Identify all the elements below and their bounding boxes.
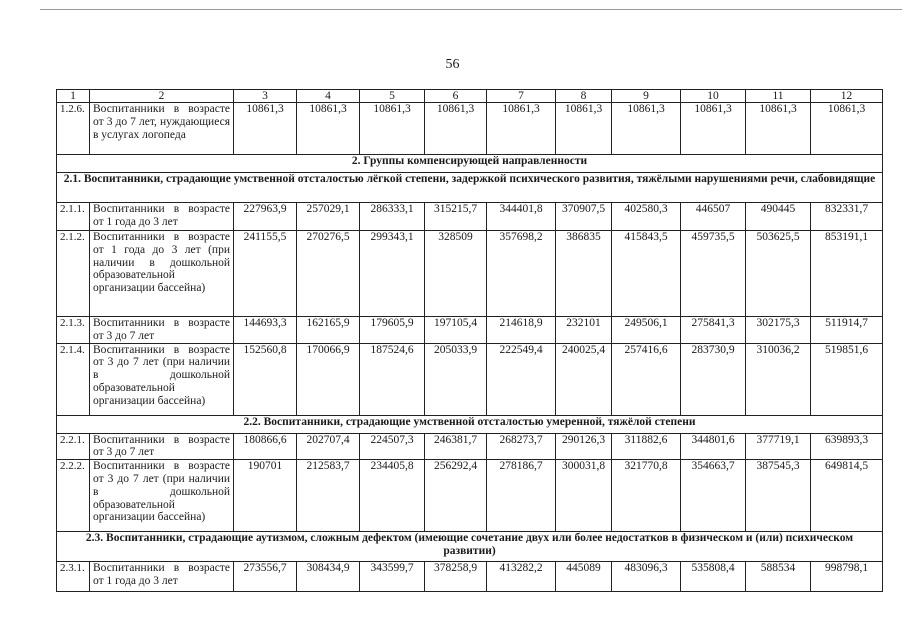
tariff-table [56, 89, 883, 592]
value-cell: 249506,1 [612, 317, 681, 344]
table-row [57, 460, 883, 532]
section-row [57, 415, 883, 433]
column-number-row [57, 90, 883, 103]
value-cell: 343599,7 [360, 562, 425, 592]
table-row [57, 203, 883, 231]
value-cell: 234405,8 [360, 460, 425, 532]
row-description: Воспитанники в возрасте от 3 до 7 лет [90, 317, 234, 344]
row-description: Воспитанники в возрасте от 1 года до 3 лет (при наличии в дошкольной образовательной организации бассейна) [90, 231, 234, 317]
value-cell: 354663,7 [681, 460, 746, 532]
column-number: 7 [487, 90, 556, 103]
value-cell: 268273,7 [487, 433, 556, 460]
value-cell: 519851,6 [811, 343, 883, 415]
value-cell: 283730,9 [681, 343, 746, 415]
row-code: 2.3.1. [57, 562, 90, 592]
value-cell: 241155,5 [234, 231, 297, 317]
column-number: 10 [681, 90, 746, 103]
value-cell: 311882,6 [612, 433, 681, 460]
value-cell: 344801,6 [681, 433, 746, 460]
section-row [57, 173, 883, 203]
value-cell: 315215,7 [425, 203, 487, 231]
value-cell: 10861,3 [746, 103, 811, 155]
value-cell: 402580,3 [612, 203, 681, 231]
value-cell: 10861,3 [297, 103, 360, 155]
value-cell: 270276,5 [297, 231, 360, 317]
value-cell: 998798,1 [811, 562, 883, 592]
value-cell: 299343,1 [360, 231, 425, 317]
value-cell: 224507,3 [360, 433, 425, 460]
row-code: 2.1.3. [57, 317, 90, 344]
value-cell: 446507 [681, 203, 746, 231]
value-cell: 257416,6 [612, 343, 681, 415]
row-code: 2.1.4. [57, 343, 90, 415]
value-cell: 275841,3 [681, 317, 746, 344]
value-cell: 10861,3 [681, 103, 746, 155]
row-description: Воспитанники в возрасте от 1 года до 3 лет [90, 203, 234, 231]
value-cell: 202707,4 [297, 433, 360, 460]
value-cell: 535808,4 [681, 562, 746, 592]
value-cell: 10861,3 [811, 103, 883, 155]
row-description: Воспитанники в возрасте от 3 до 7 лет [90, 433, 234, 460]
table-row [57, 562, 883, 592]
value-cell: 503625,5 [746, 231, 811, 317]
value-cell: 179605,9 [360, 317, 425, 344]
column-number: 4 [297, 90, 360, 103]
section-row [57, 532, 883, 562]
value-cell: 187524,6 [360, 343, 425, 415]
section-row [57, 155, 883, 173]
value-cell: 588534 [746, 562, 811, 592]
column-number: 8 [556, 90, 612, 103]
section-heading: 2.2. Воспитанники, страдающие умственной отсталостью умеренной, тяжёлой степени [57, 415, 883, 433]
value-cell: 832331,7 [811, 203, 883, 231]
value-cell: 413282,2 [487, 562, 556, 592]
value-cell: 357698,2 [487, 231, 556, 317]
value-cell: 10861,3 [360, 103, 425, 155]
value-cell: 639893,3 [811, 433, 883, 460]
value-cell: 415843,5 [612, 231, 681, 317]
value-cell: 286333,1 [360, 203, 425, 231]
value-cell: 370907,5 [556, 203, 612, 231]
value-cell: 10861,3 [425, 103, 487, 155]
row-description: Воспитанники в возрасте от 1 года до 3 лет [90, 562, 234, 592]
row-code: 2.2.2. [57, 460, 90, 532]
row-code: 2.1.1. [57, 203, 90, 231]
value-cell: 170066,9 [297, 343, 360, 415]
value-cell: 344401,8 [487, 203, 556, 231]
section-heading: 2.1. Воспитанники, страдающие умственной отсталостью лёгкой степени, задержкой психического развития, тяжёлыми нарушениями речи, слабовидящие [57, 173, 883, 203]
value-cell: 190701 [234, 460, 297, 532]
value-cell: 212583,7 [297, 460, 360, 532]
value-cell: 257029,1 [297, 203, 360, 231]
value-cell: 308434,9 [297, 562, 360, 592]
value-cell: 240025,4 [556, 343, 612, 415]
table-row [57, 231, 883, 317]
row-code: 1.2.6. [57, 103, 90, 155]
value-cell: 197105,4 [425, 317, 487, 344]
value-cell: 256292,4 [425, 460, 487, 532]
row-code: 2.2.1. [57, 433, 90, 460]
value-cell: 328509 [425, 231, 487, 317]
top-rule [40, 9, 902, 10]
row-code: 2.1.2. [57, 231, 90, 317]
value-cell: 300031,8 [556, 460, 612, 532]
column-number: 12 [811, 90, 883, 103]
section-heading: 2. Группы компенсирующей направленности [57, 155, 883, 173]
table-row [57, 317, 883, 344]
row-description: Воспитанники в возрасте от 3 до 7 лет (при наличии в дошкольной образовательной организации бассейна) [90, 460, 234, 532]
value-cell: 511914,7 [811, 317, 883, 344]
value-cell: 273556,7 [234, 562, 297, 592]
value-cell: 649814,5 [811, 460, 883, 532]
column-number: 3 [234, 90, 297, 103]
column-number: 11 [746, 90, 811, 103]
section-heading: 2.3. Воспитанники, страдающие аутизмом, сложным дефектом (имеющие сочетание двух или более недостатков в физическом и (или) психическом развитии) [57, 532, 883, 562]
value-cell: 853191,1 [811, 231, 883, 317]
value-cell: 232101 [556, 317, 612, 344]
value-cell: 227963,9 [234, 203, 297, 231]
table-row [57, 343, 883, 415]
value-cell: 490445 [746, 203, 811, 231]
value-cell: 378258,9 [425, 562, 487, 592]
row-description: Воспитанники в возрасте от 3 до 7 лет (при наличии в дошкольной образовательной организации бассейна) [90, 343, 234, 415]
value-cell: 10861,3 [612, 103, 681, 155]
value-cell: 459735,5 [681, 231, 746, 317]
value-cell: 310036,2 [746, 343, 811, 415]
value-cell: 445089 [556, 562, 612, 592]
column-number: 5 [360, 90, 425, 103]
column-number: 1 [57, 90, 90, 103]
value-cell: 278186,7 [487, 460, 556, 532]
value-cell: 10861,3 [234, 103, 297, 155]
value-cell: 180866,6 [234, 433, 297, 460]
value-cell: 290126,3 [556, 433, 612, 460]
value-cell: 386835 [556, 231, 612, 317]
table-body [57, 90, 883, 592]
column-number: 2 [90, 90, 234, 103]
value-cell: 144693,3 [234, 317, 297, 344]
value-cell: 302175,3 [746, 317, 811, 344]
value-cell: 483096,3 [612, 562, 681, 592]
value-cell: 152560,8 [234, 343, 297, 415]
table-row [57, 433, 883, 460]
table-row [57, 103, 883, 155]
value-cell: 321770,8 [612, 460, 681, 532]
row-description: Воспитанники в возрасте от 3 до 7 лет, нуждающиеся в услугах логопеда [90, 103, 234, 155]
value-cell: 10861,3 [487, 103, 556, 155]
page-number: 56 [445, 57, 460, 72]
value-cell: 162165,9 [297, 317, 360, 344]
value-cell: 377719,1 [746, 433, 811, 460]
value-cell: 10861,3 [556, 103, 612, 155]
value-cell: 246381,7 [425, 433, 487, 460]
column-number: 6 [425, 90, 487, 103]
column-number: 9 [612, 90, 681, 103]
value-cell: 387545,3 [746, 460, 811, 532]
value-cell: 214618,9 [487, 317, 556, 344]
value-cell: 222549,4 [487, 343, 556, 415]
value-cell: 205033,9 [425, 343, 487, 415]
